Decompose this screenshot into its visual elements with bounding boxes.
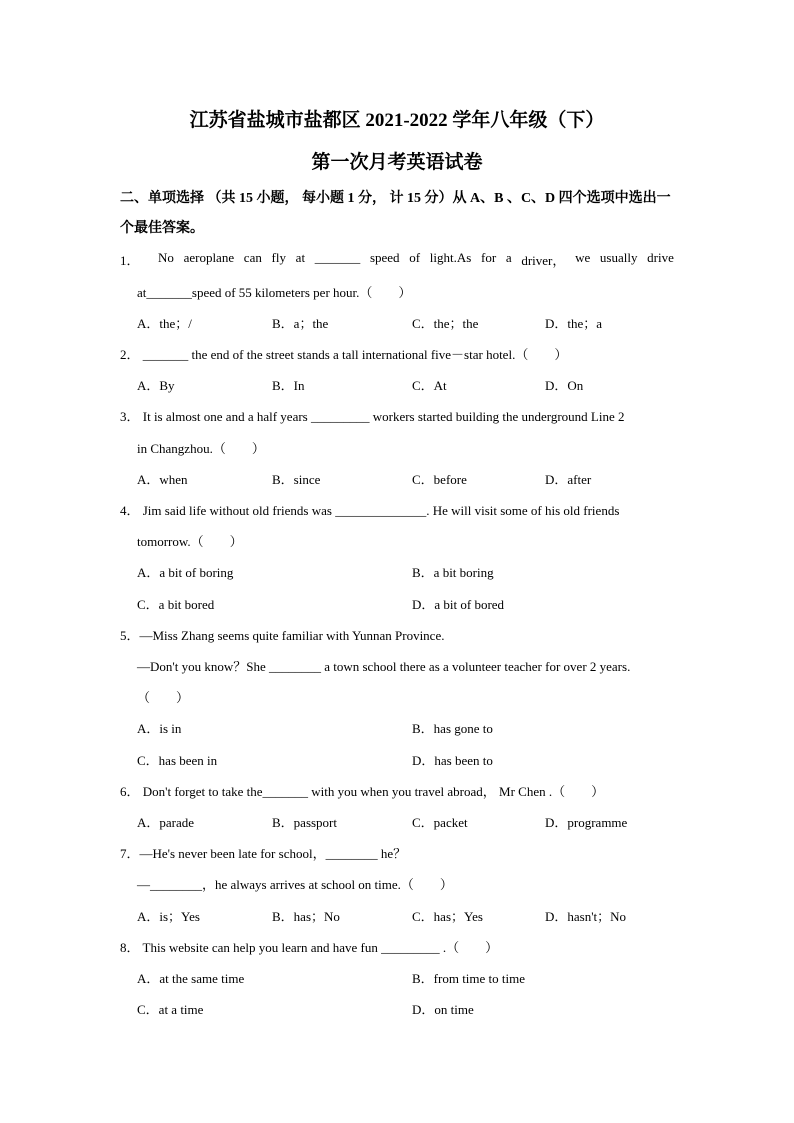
question-2-option-d: D．On [545, 378, 584, 393]
question-8-option-d: D．on time [412, 1002, 474, 1017]
question-5-option-a: A．is in [137, 721, 182, 736]
question-7-option-a: A．is；Yes [137, 909, 200, 924]
question-6-option-a: A．parade [137, 815, 195, 830]
question-1-word: at [295, 250, 306, 265]
question-1-word: of [409, 250, 421, 265]
question-1-word: can [243, 250, 262, 265]
exam-title-line1: 江苏省盐城市盐都区 2021-2022 学年八年级（下） [189, 110, 605, 131]
question-4-option-c: C．a bit bored [137, 597, 215, 612]
question-8-option-c: C．at a time [137, 1002, 204, 1017]
question-1-option-d: D．the；a [545, 316, 603, 331]
question-4-line1: 4． Jim said life without old friends was ______________. He will visit some of his old friends [120, 503, 620, 518]
question-2-option-b: B．In [272, 378, 305, 393]
question-1-word: a [505, 250, 512, 265]
question-1-option-a: A．the；/ [137, 316, 192, 331]
question-1-word: we [575, 250, 591, 265]
question-1-word: for [481, 250, 497, 265]
question-5-line1: 5．—Miss Zhang seems quite familiar with Yunnan Province. [120, 628, 445, 643]
question-1-word: driver， [521, 253, 566, 268]
question-2-option-a: A．By [137, 378, 175, 393]
question-1-word: drive [647, 250, 674, 265]
question-7-option-c: C．has；Yes [412, 909, 483, 924]
question-7-option-d: D．hasn't；No [545, 909, 627, 924]
question-5-line2: —Don't you know？She ________ a town school there as a volunteer teacher for over 2 years. [137, 659, 631, 674]
question-7-line2: —________，he always arrives at school on time.（ ） [137, 877, 453, 892]
question-1-option-b: B．a；the [272, 316, 329, 331]
question-6-option-c: C．packet [412, 815, 468, 830]
question-7-line1: 7．—He's never been late for school，________ he？ [120, 846, 407, 861]
question-3-option-a: A．when [137, 472, 188, 487]
question-4-option-b: B．a bit boring [412, 565, 494, 580]
question-3-line2: in Changzhou.（ ） [137, 441, 265, 456]
question-1-line2: at_______speed of 55 kilometers per hour.（ ） [137, 285, 412, 300]
question-1-option-c: C．the；the [412, 316, 479, 331]
question-1-word: speed [369, 250, 400, 265]
question-1-word: No [158, 250, 174, 265]
question-1-number: 1． [120, 253, 140, 268]
section-instruction-line2: 个最佳答案。 [120, 221, 204, 236]
question-6-line1: 6． Don't forget to take the_______ with you when you travel abroad， Mr Chen .（ ） [120, 784, 605, 799]
question-3-option-d: D．after [545, 472, 592, 487]
question-1-word: fly [271, 250, 286, 265]
question-8-option-b: B．from time to time [412, 971, 526, 986]
question-2-line1: 2． _______ the end of the street stands a tall international five－star hotel.（ ） [120, 347, 568, 362]
question-1-line1 [158, 250, 674, 269]
question-1-word: aeroplane [183, 250, 235, 265]
question-8-line1: 8． This website can help you learn and have fun _________ .（ ） [120, 940, 499, 955]
question-4-option-a: A．a bit of boring [137, 565, 234, 580]
question-3-line1: 3． It is almost one and a half years _________ workers started building the underground Line 2 [120, 409, 625, 424]
question-3-option-c: C．before [412, 472, 467, 487]
question-7-option-b: B．has；No [272, 909, 340, 924]
question-8-option-a: A．at the same time [137, 971, 245, 986]
section-instruction-line1: 二、单项选择 （共 15 小题， 每小题 1 分， 计 15 分）从 A、B 、C、D 四个选项中选出一 [120, 191, 671, 206]
question-3-option-b: B．since [272, 472, 321, 487]
question-5-option-c: C．has been in [137, 753, 218, 768]
question-1-word: usually [599, 250, 638, 265]
question-6-option-d: D．programme [545, 815, 628, 830]
question-4-line2: tomorrow.（ ） [137, 534, 243, 549]
question-5-option-b: B．has gone to [412, 721, 493, 736]
question-1-word: light.As [429, 250, 472, 265]
question-4-option-d: D．a bit of bored [412, 597, 505, 612]
question-2-option-c: C．At [412, 378, 447, 393]
question-5-option-d: D．has been to [412, 753, 493, 768]
question-6-option-b: B．passport [272, 815, 338, 830]
exam-title-line2: 第一次月考英语试卷 [311, 152, 483, 173]
question-1-blank: _______ [314, 250, 361, 265]
question-5-line3: （ ） [137, 690, 190, 705]
